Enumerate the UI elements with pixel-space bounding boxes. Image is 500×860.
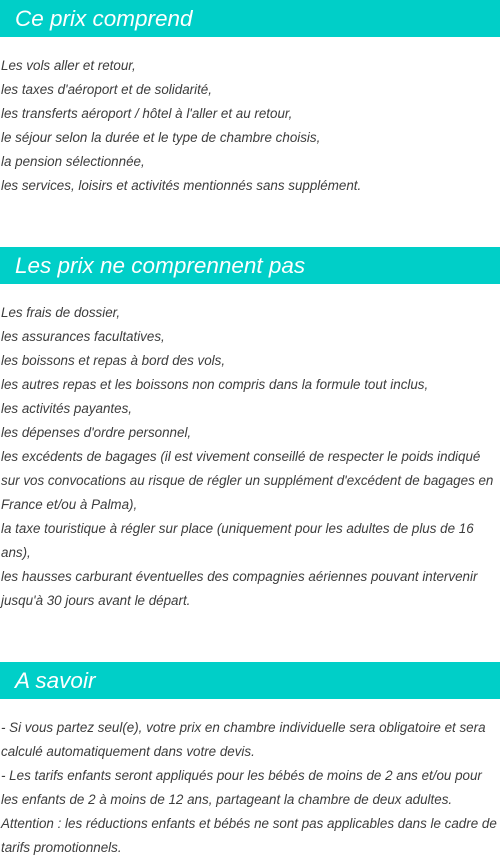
includes-item: les services, loisirs et activités mentionnés sans supplément. <box>1 178 362 193</box>
excludes-item: la taxe touristique à régler sur place (uniquement pour les adultes de plus de 16 ans), <box>1 521 474 560</box>
section-header-excludes <box>0 247 500 284</box>
excludes-item: les dépenses d'ordre personnel, <box>1 425 192 440</box>
section-title-info: A savoir <box>15 667 96 693</box>
info-item: Attention : les réductions enfants et bébés ne sont pas applicables dans le cadre de tarifs promotionnels. <box>1 816 497 855</box>
excludes-item: Les frais de dossier, <box>1 305 121 320</box>
includes-list <box>1 54 499 198</box>
includes-item: le séjour selon la durée et le type de chambre choisis, <box>1 130 321 145</box>
excludes-item: les autres repas et les boissons non compris dans la formule tout inclus, <box>1 377 429 392</box>
excludes-list <box>1 301 499 613</box>
section-header-includes <box>0 0 500 37</box>
excludes-item: les hausses carburant éventuelles des compagnies aériennes pouvant intervenir jusqu'à 30 jours avant le départ. <box>1 569 478 608</box>
info-item: - Si vous partez seul(e), votre prix en chambre individuelle sera obligatoire et sera calculé automatiquement dans votre devis. <box>1 720 486 759</box>
info-item: - Les tarifs enfants seront appliqués pour les bébés de moins de 2 ans et/ou pour les enfants de 2 à moins de 12 ans, partageant la chambre de deux adultes. <box>1 768 482 807</box>
includes-item: les taxes d'aéroport et de solidarité, <box>1 82 212 97</box>
includes-item: Les vols aller et retour, <box>1 58 136 73</box>
excludes-item: les excédents de bagages (il est vivement conseillé de respecter le poids indiqué sur vos convocations au risque de régler un supplément d'excédent de bagages en France et/ou à Palma), <box>1 449 494 512</box>
info-list <box>1 716 499 860</box>
section-header-info <box>0 662 500 699</box>
section-title-includes: Ce prix comprend <box>15 5 193 31</box>
excludes-item: les activités payantes, <box>1 401 132 416</box>
includes-item: les transferts aéroport / hôtel à l'aller et au retour, <box>1 106 293 121</box>
excludes-item: les assurances facultatives, <box>1 329 165 344</box>
excludes-item: les boissons et repas à bord des vols, <box>1 353 226 368</box>
section-title-excludes: Les prix ne comprennent pas <box>15 252 306 278</box>
includes-item: la pension sélectionnée, <box>1 154 145 169</box>
